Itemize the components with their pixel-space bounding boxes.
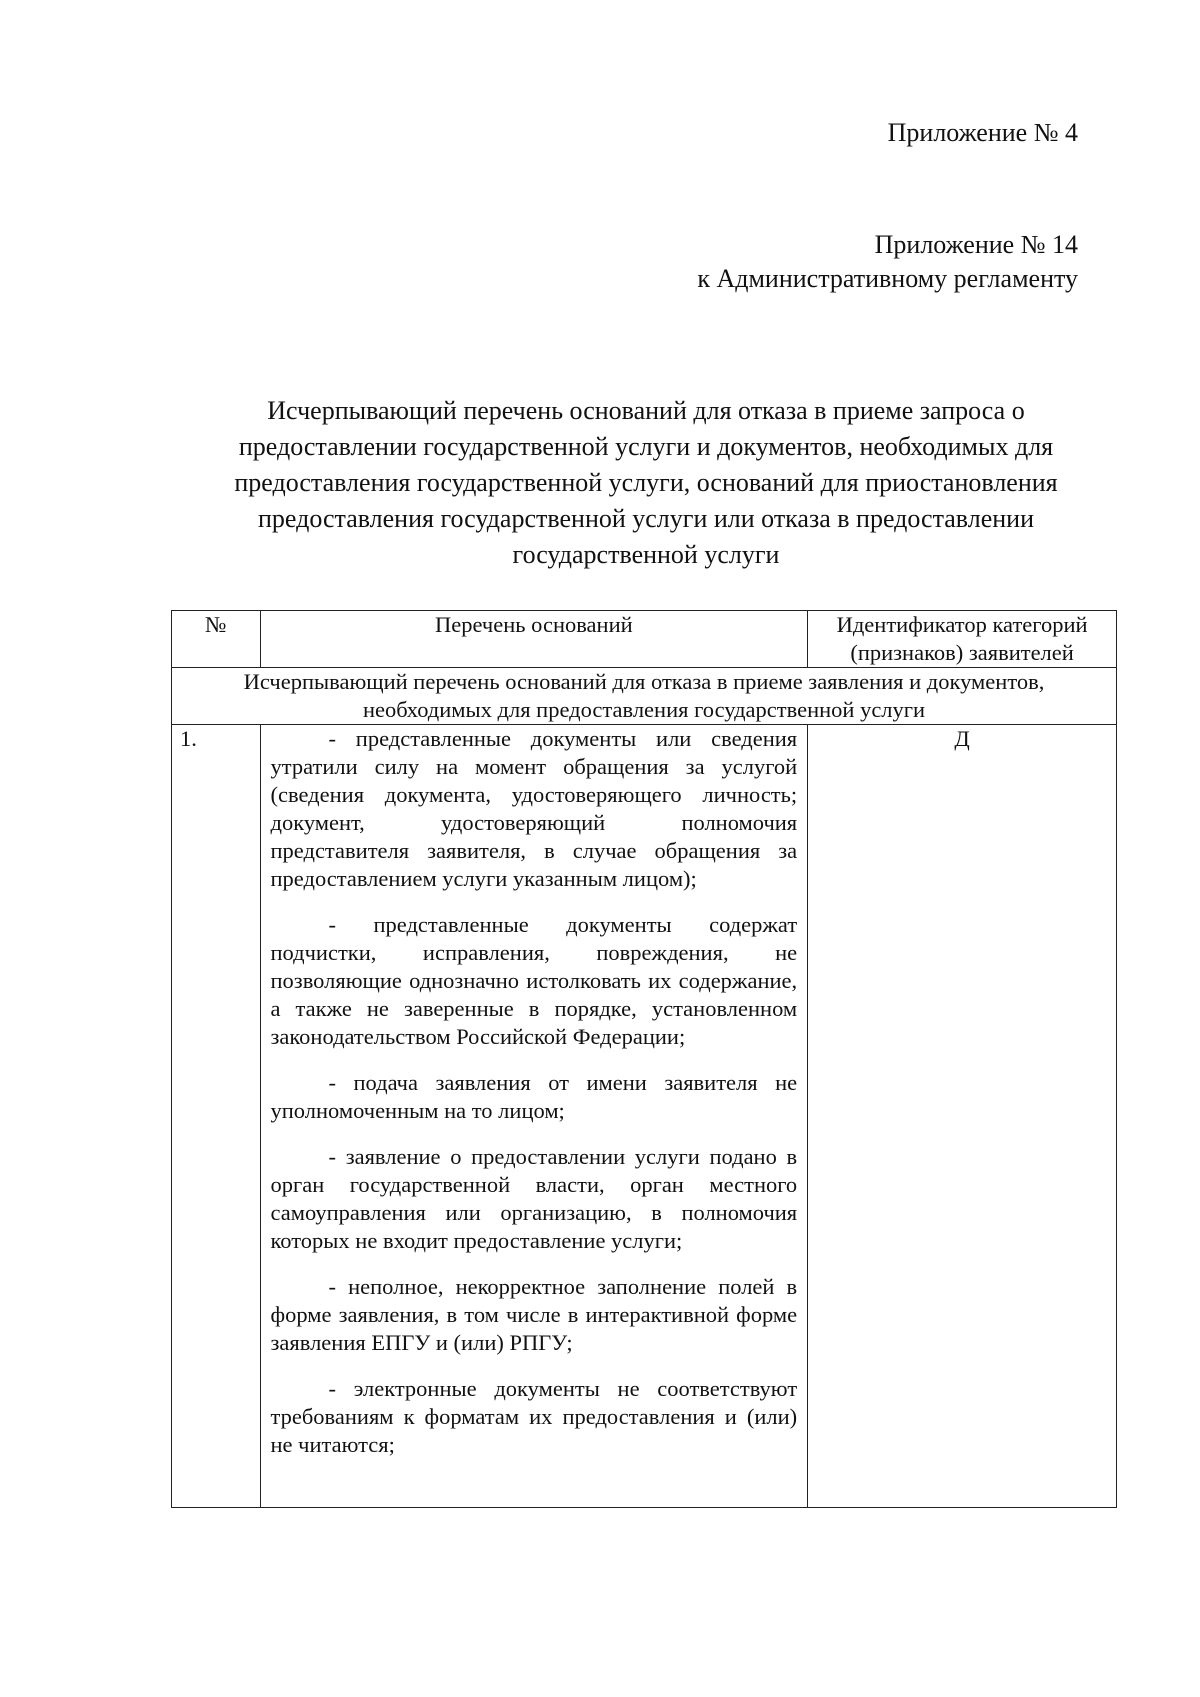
annex-header	[697, 228, 1078, 296]
annex-number-top	[888, 118, 1078, 148]
header-identifier-line: (признаков) заявителей	[850, 640, 1074, 665]
header-identifier-line: Идентификатор категорий	[836, 612, 1088, 637]
title-line: государственной услуги	[512, 540, 780, 569]
annex-main-text: Приложение № 14	[874, 230, 1078, 259]
ground-item: - представленные документы содержат подчистки, исправления, повреждения, не позволяющие однозначно истолковать их содержание, а также не заверенные в порядке, установленном законодательством Российской Федерации;	[270, 912, 798, 1049]
ground-item: - неполное, некорректное заполнение полей в форме заявления, в том числе в интерактивной форме заявления ЕПГУ и (или) РПГУ;	[270, 1274, 798, 1355]
section-heading-line: Исчерпывающий перечень оснований для отказа в приеме заявления и документов,	[243, 669, 1045, 694]
row-grounds	[260, 725, 808, 1508]
ground-item: - представленные документы или сведения утратили силу на момент обращения за услугой (сведения документа, удостоверяющего личность; документ, удостоверяющий полномочия представителя заявителя, в случае обращения за предоставлением услуги указанным лицом);	[270, 726, 798, 891]
ground-item: - электронные документы не соответствуют требованиям к форматам их предоставления и (или) не читаются;	[270, 1376, 798, 1457]
section-heading-line: необходимых для предоставления государственной услуги	[362, 697, 926, 722]
header-number: №	[172, 611, 261, 668]
title-line: предоставления государственной услуги или отказа в предоставлении	[257, 504, 1034, 533]
grounds-table	[171, 610, 1117, 1508]
ground-item: - подача заявления от имени заявителя не уполномоченным на то лицом;	[270, 1070, 798, 1123]
header-identifier	[808, 611, 1117, 668]
title-line: предоставления государственной услуги, оснований для приостановления	[234, 468, 1058, 497]
annex-reference-text: к Административному регламенту	[697, 264, 1078, 293]
annex-top-text: Приложение № 4	[887, 118, 1078, 147]
title-line: Исчерпывающий перечень оснований для отказа в приеме запроса о	[267, 396, 1025, 425]
section-row	[172, 668, 1117, 725]
table-header-row	[172, 611, 1117, 668]
row-number: 1.	[172, 725, 261, 1508]
document-title	[190, 393, 1102, 573]
section-heading	[172, 668, 1117, 725]
header-grounds: Перечень оснований	[260, 611, 808, 668]
ground-item: - заявление о предоставлении услуги подано в орган государственной власти, орган местного самоуправления или организацию, в полномочия которых не входит предоставление услуги;	[270, 1144, 798, 1253]
title-line: предоставлении государственной услуги и документов, необходимых для	[238, 432, 1054, 461]
table-row	[172, 725, 1117, 1508]
row-identifier: Д	[808, 725, 1117, 1508]
